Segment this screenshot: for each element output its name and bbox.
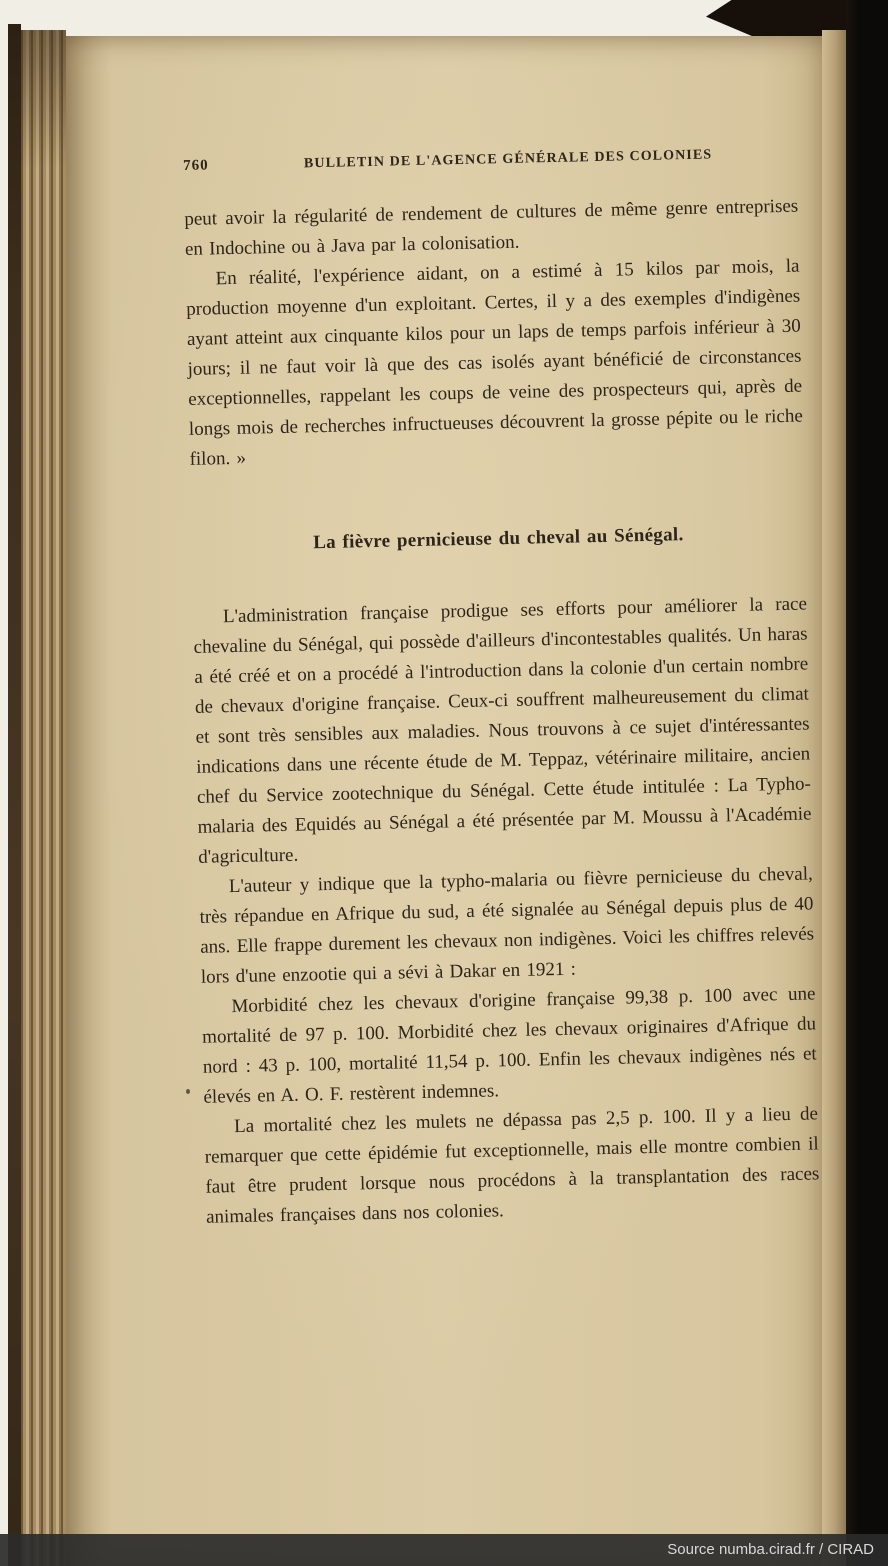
- running-title: BULLETIN DE L'AGENCE GÉNÉRALE DES COLONIES: [303, 147, 713, 172]
- running-header-spacer: [747, 157, 797, 158]
- running-header: [183, 145, 797, 175]
- page-block-left-edges: [21, 30, 66, 1566]
- paragraph: La mortalité chez les mulets ne dépassa pas 2,5 p. 100. Il y a lieu de remarquer que cette épidémie fut exceptionnelle, mais elle montre combien il faut être prudent lorsque nous procédons à la transplantation des races animales françaises dans nos colonies.: [204, 1103, 820, 1228]
- source-attribution: Source numba.cirad.fr / CIRAD: [667, 1541, 874, 1558]
- paragraph: L'auteur y indique que la typho-malaria ou fièvre pernicieuse du cheval, très répandue en Afrique du sud, a été signalée au Sénégal depuis plus de 40 ans. Elle frappe durement les chevaux non indigènes. Voici les chiffres relevés lors d'une enzootie qui a sévi à Dakar en 1921 :: [199, 863, 815, 988]
- body-copy: [184, 192, 820, 1233]
- book-spine-left: [8, 24, 21, 1566]
- paragraph: L'administration française prodigue ses efforts pour améliorer la race chevaline du Sénégal, qui possède d'ailleurs d'incontestables qualités. Un haras a été créé et on a procédé à l'introduction dans la colonie d'un certain nombre de chevaux d'origine française. Ceux-ci souffrent malheureusement du climat et sont très sensibles aux maladies. Nous trouvons à ce sujet d'intéressantes indications dans une récente étude de M. Teppaz, vétérinaire militaire, ancien chef du Service zootechnique du Sénégal. Cette étude intitulée : La Typho-malaria des Equidés au Sénégal a été présentée par M. Moussu à l'Académie d'agriculture.: [193, 593, 812, 868]
- book-cover-right-edge: [846, 0, 888, 1566]
- source-attribution-bar: [0, 1534, 888, 1566]
- page-text-block: [183, 145, 820, 1233]
- paper-page: [66, 36, 822, 1566]
- paragraph: En réalité, l'expérience aidant, on a estimé à 15 kilos par mois, la production moyenne d'un exploitant. Certes, il y a des exemples d'indigènes ayant atteint aux cinquante kilos pour un laps de temps parfois inférieur à 30 jours; il ne faut voir là que des cas isolés ayant bénéficié de circonstances exceptionnelles, rappelant les coups de veine des prospecteurs qui, après de longs mois de recherches infructueuses découvrent la grosse pépite ou le riche filon. »: [186, 255, 804, 470]
- section-heading: La fièvre pernicieuse du cheval au Sénégal.: [312, 524, 684, 554]
- paragraph: peut avoir la régularité de rendement de cultures de même genre entreprises en Indochine ou à Java par la colonisation.: [184, 195, 799, 260]
- page-number: 760: [183, 157, 209, 174]
- paragraph: Morbidité chez les chevaux d'origine française 99,38 p. 100 avec une mortalité de 97 p. 100. Morbidité chez les chevaux originaires d'Afrique du nord : 43 p. 100, mortalité 11,54 p. 100. Enfin les chevaux indigènes nés et élevés en A. O. F. restèrent indemnes.: [201, 983, 817, 1108]
- scan-speck: [186, 1089, 190, 1094]
- page-block-right-edge: [822, 30, 846, 1566]
